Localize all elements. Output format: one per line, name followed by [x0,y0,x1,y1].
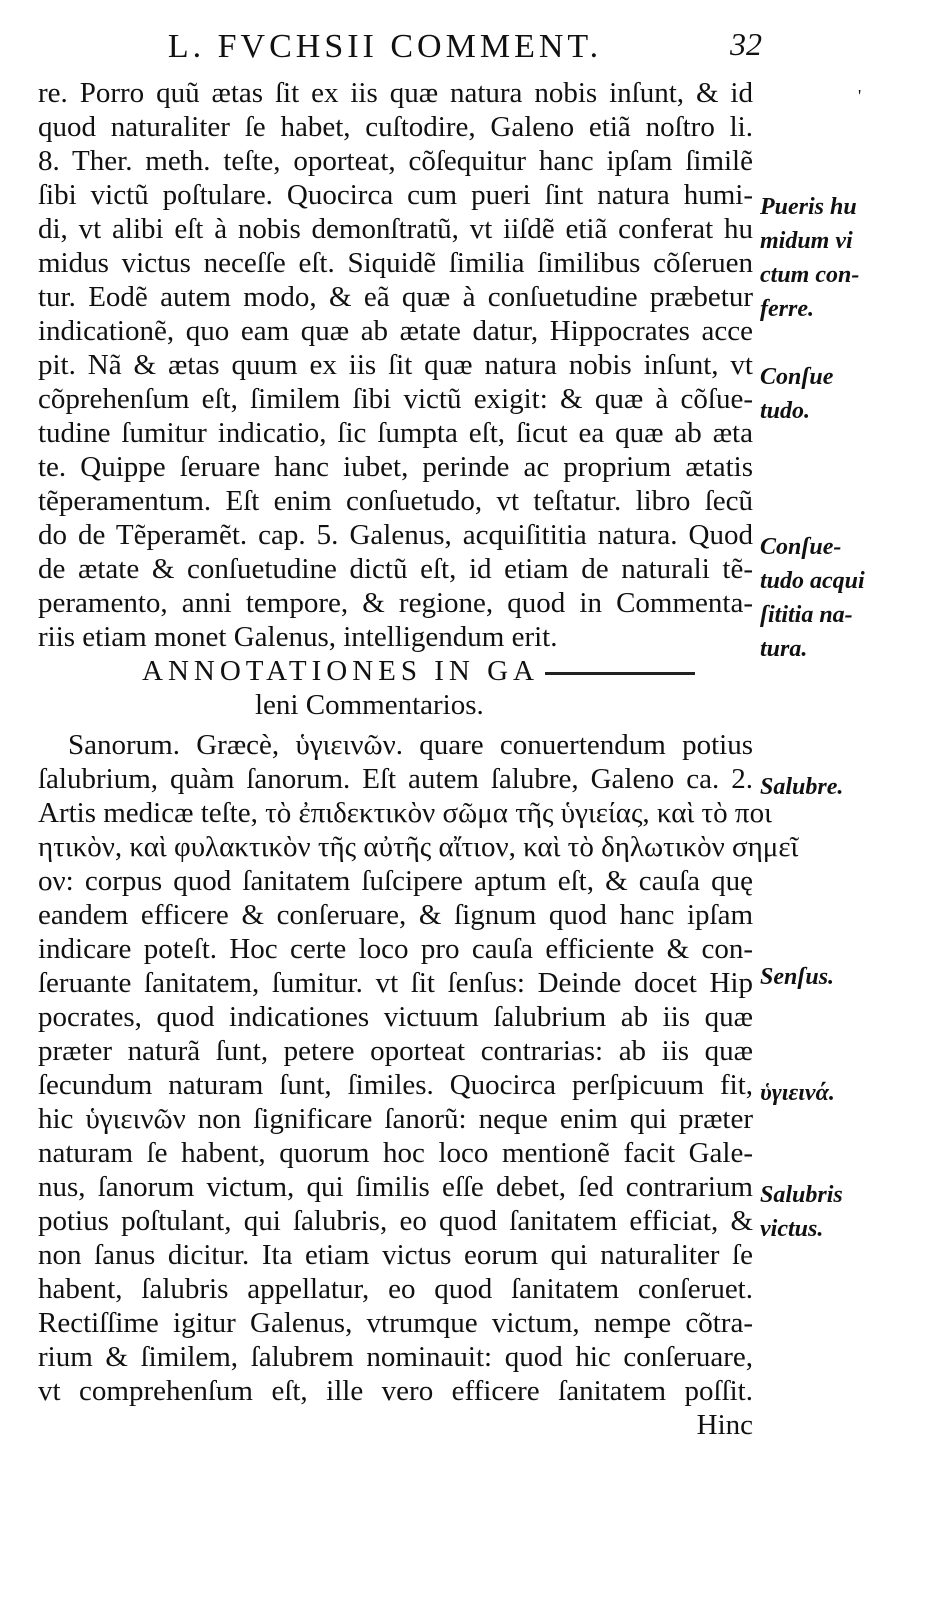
text-line: riis etiam monet Galenus, intelligendum erit. [38,621,558,653]
section-heading [38,654,753,688]
text-line: Sanorum. Græcè, ὑγιεινῶν. quare conuertendum potius [68,729,753,761]
text-line: pocrates, quod indicationes victuum ſalubrium ab iis quæ [38,1001,753,1033]
text-line: ſeruante ſanitatem, ſumitur. vt ſit ſenſus: Deinde docet Hip [38,967,753,999]
text-line: eandem efficere & conſeruare, & ſignum quod hanc ipſam [38,899,753,931]
text-line: ſibi victũ poſtulare. Quocirca cum pueri ſint natura humi- [38,179,753,211]
text-line: hic ὑγιεινῶν non ſignificare ſanorũ: neque enim qui præter [38,1103,753,1135]
text-line: præter naturã ſunt, petere oporteat contrarias: ab iis quæ [38,1035,753,1067]
section-heading-text: ANNOTATIONES IN GA [142,655,539,687]
text-line: potius poſtulant, qui ſalubris, eo quod ſanitatem efficiat, & [38,1205,753,1237]
margin-note-sensus: Senſus. [760,964,835,990]
catchword: Hinc [696,1409,753,1441]
text-line: di, vt alibi eſt à nobis demonſtratũ, vt iiſdẽ etiã conferat hu [38,213,753,245]
margin-note-salubre: Salubre. [760,774,844,800]
text-line: ſecundum naturam ſunt, ſimiles. Quocirca perſpicuum fit, [38,1069,753,1101]
text-line: te. Quippe ſeruare hanc iubet, perinde ac proprium ætatis [38,451,753,483]
text-line: Artis medicæ teſte, τὸ ἐπιδεκτικὸν σῶμα τῆς ὑγιείας, καὶ τὸ ποι [38,797,772,829]
text-line: nus, ſanorum victum, qui ſimilis eſſe debet, ſed contrarium [38,1171,753,1203]
margin-note-salubris-victus: Salubris victus. [760,1182,843,1242]
text-line: ſalubrium, quàm ſanorum. Eſt autem ſalubre, Galeno ca. 2. [38,763,753,795]
text-line: tur. Eodẽ autem modo, & eã quæ à conſuetudine præbetur [38,281,753,313]
text-line: naturam ſe habent, quorum hoc loco mentionẽ facit Gale- [38,1137,753,1169]
text-line: quod naturaliter ſe habet, cuſtodire, Galeno etiã noſtro li. [38,111,753,143]
text-line: Rectiſſime igitur Galenus, vtrumque victum, nempe cõtra- [38,1307,753,1339]
text-line: do de Tẽperamẽt. cap. 5. Galenus, acquiſititia natura. Quod [38,519,753,551]
text-line: 8. Ther. meth. teſte, oporteat, cõſequitur hanc ipſam ſimilẽ [38,145,753,177]
text-line: cõprehenſum eſt, ſimilem ſibi victũ exigit: & quæ à cõſue- [38,383,753,415]
text-line: ητικὸν, καὶ φυλακτικὸν τῆς αὐτῆς αἴτιον, καὶ τὸ δηλωτικὸν σημεῖ [38,831,799,863]
margin-note-consuetudo: Conſue tudo. [760,364,834,424]
text-line: peramento, anni tempore, & regione, quod in Commenta- [38,587,753,619]
text-line: non ſanus dicitur. Ita etiam victus eorum qui naturaliter ſe [38,1239,753,1271]
text-line: tẽperamentum. Eſt enim conſuetudo, vt teſtatur. libro ſecũ [38,485,753,517]
heading-rule [545,672,695,675]
text-line: re. Porro quũ ætas ſit ex iis quæ natura nobis inſunt, & id [38,77,753,109]
text-line: tudine ſumitur indicatio, ſic ſumpta eſt, ſicut ea quæ ab æta [38,417,753,449]
section-subheading: leni Commentarios. [255,689,484,721]
corner-mark: ' [858,86,862,106]
text-line: rium & ſimilem, ſalubrem nominauit: quod hic conſeruare, [38,1341,753,1373]
text-line: pit. Nã & ætas quum ex iis ſit quæ natura nobis inſunt, vt [38,349,753,381]
margin-note-hygieina: ὑγιεινά. [760,1080,835,1106]
text-line: indicationẽ, quo eam quæ ab ætate datur, Hippocrates acce [38,315,753,347]
text-line: midus victus neceſſe eſt. Siquidẽ ſimilia ſimilibus cõſeruen [38,247,753,279]
text-line: ον: corpus quod ſanitatem ſuſcipere aptum eſt, & cauſa quę [38,865,753,897]
text-line: vt comprehenſum eſt, ille vero efficere ſanitatem poſſit. [38,1375,753,1407]
running-head: L. FVCHSII COMMENT. [167,28,603,65]
text-line: indicare poteſt. Hoc certe loco pro cauſa efficiente & con- [38,933,753,965]
margin-note-pueris: Pueris hu midum vi ctum con- ferre. [760,194,860,322]
page-number: 32 [730,26,762,62]
text-line: habent, ſalubris appellatur, eo quod ſanitatem conſeruet. [38,1273,753,1305]
margin-note-consuetudo-acquisititia: Conſue- tudo acqui ſititia na- tura. [760,534,865,662]
text-line: de ætate & conſuetudine dictũ eſt, id etiam de naturali tẽ- [38,553,753,585]
